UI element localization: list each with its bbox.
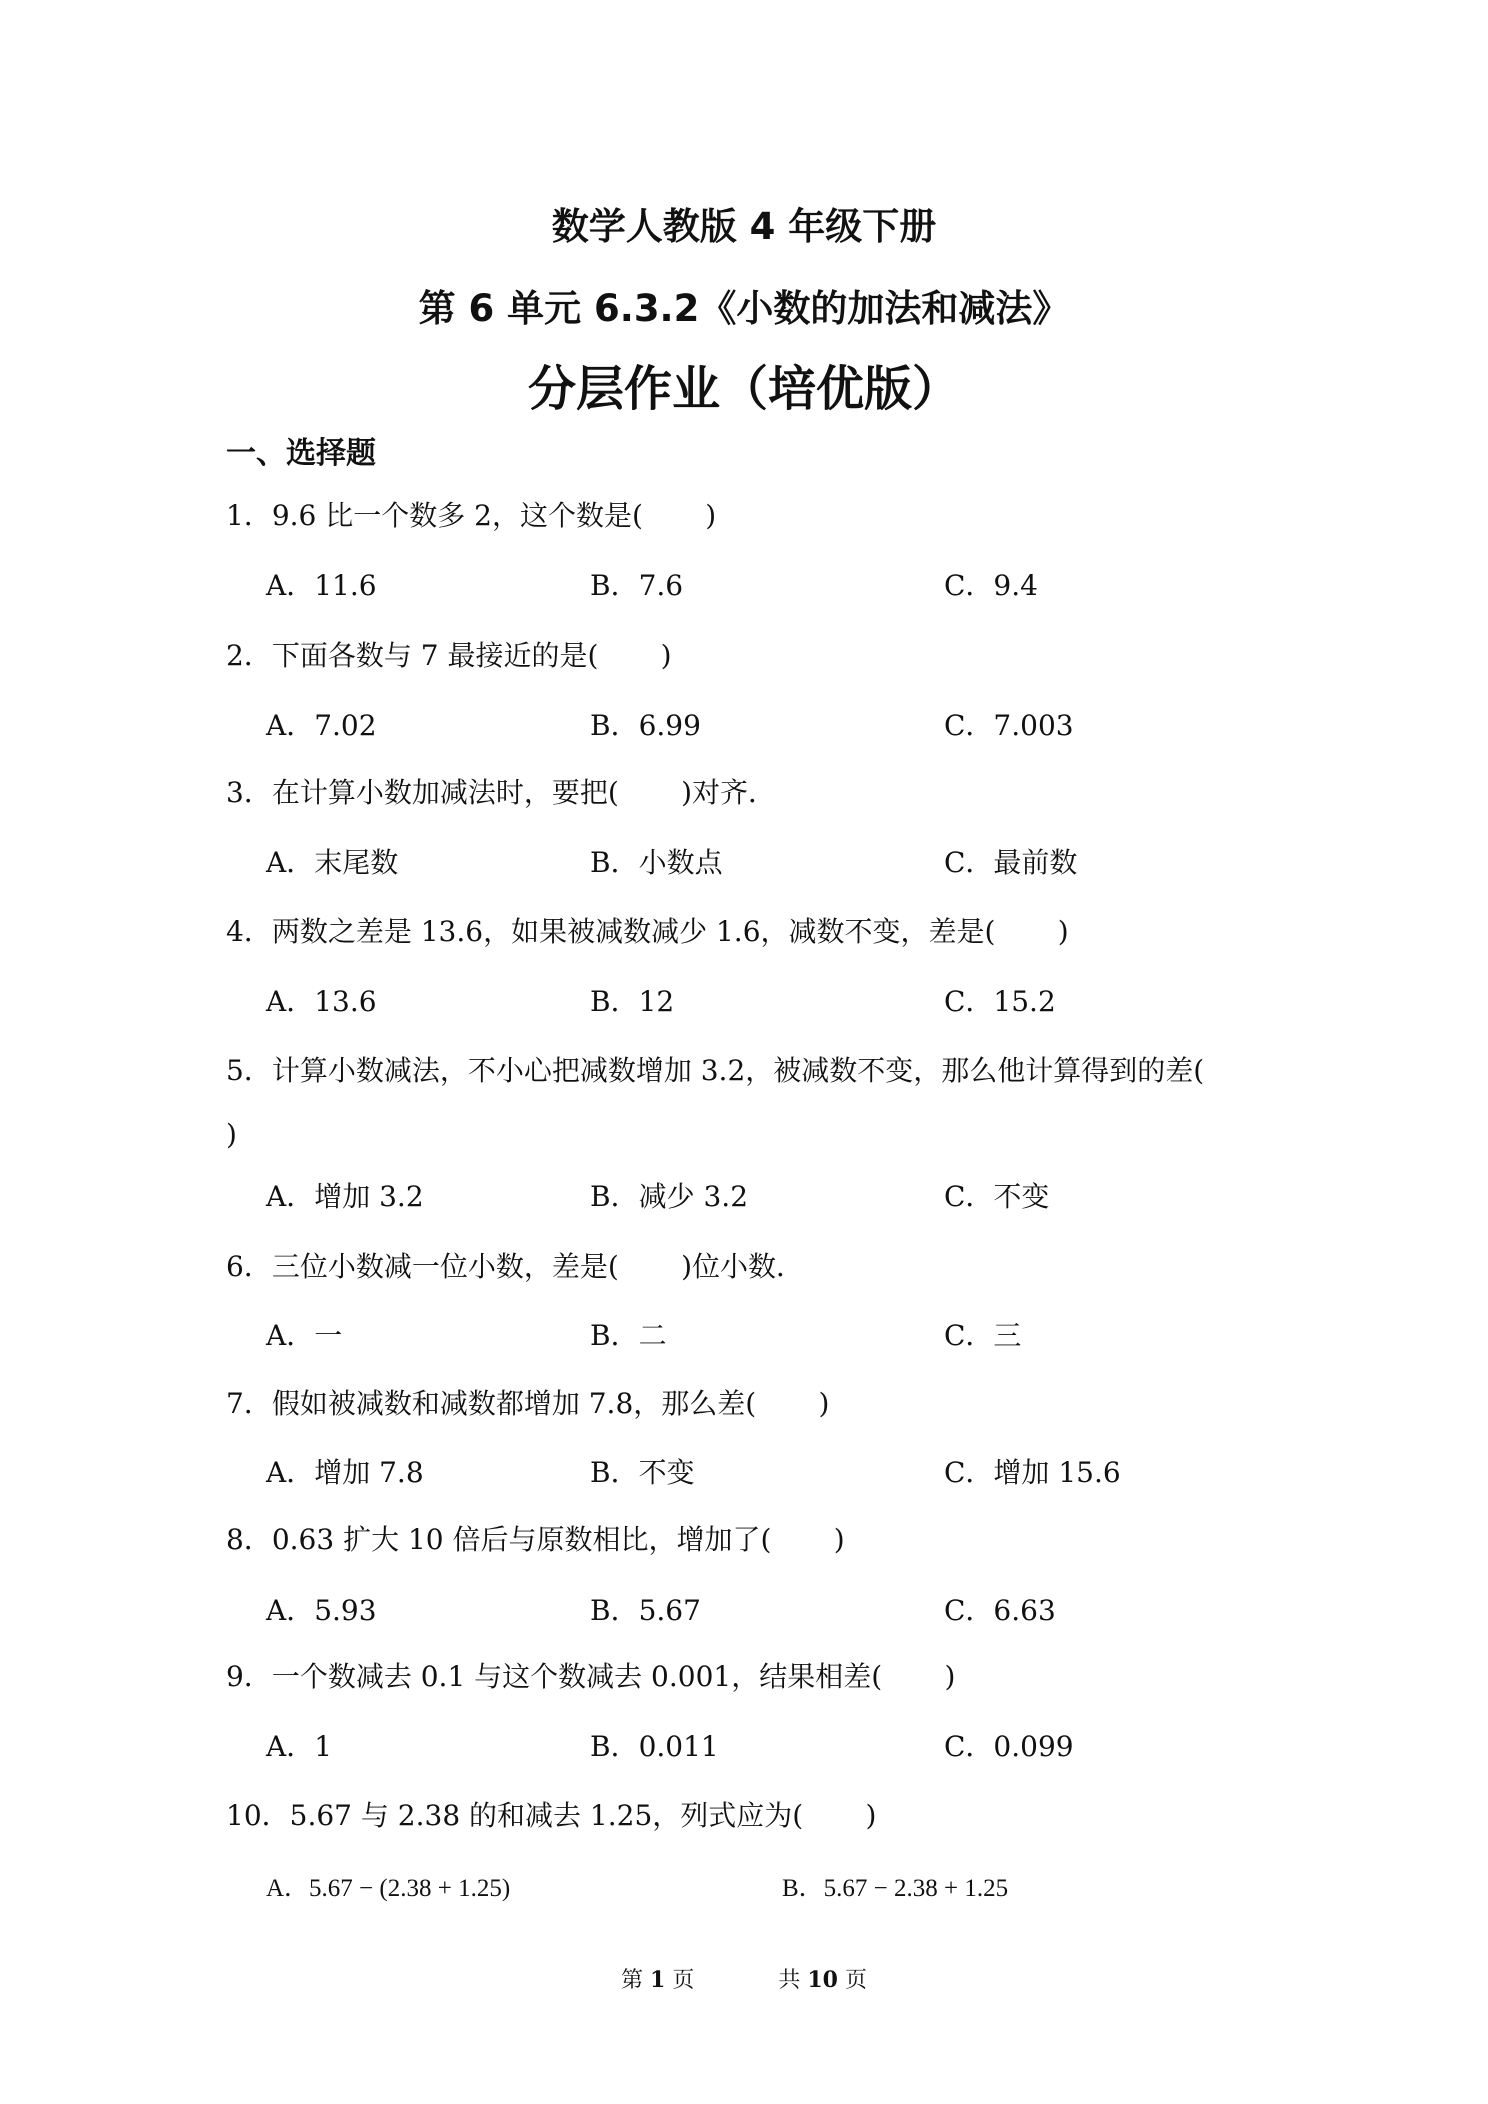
- option-3a: A．末尾数: [266, 846, 399, 879]
- option-2a: A．7.02: [266, 709, 377, 742]
- question-1: 1．9.6 比一个数多 2，这个数是( ): [226, 499, 717, 532]
- option-7a: A．增加 7.8: [266, 1456, 424, 1489]
- question-5-tail: ): [226, 1118, 237, 1151]
- option-8c: C．6.63: [944, 1594, 1056, 1627]
- doc-title: 数学人教版 4 年级下册: [551, 205, 937, 248]
- option-5c: C．不变: [944, 1180, 1050, 1213]
- option-5b: B．减少 3.2: [590, 1180, 749, 1213]
- question-9: 9．一个数减去 0.1 与这个数减去 0.001，结果相差( ): [226, 1660, 956, 1693]
- option-4c: C．15.2: [944, 985, 1056, 1018]
- section-heading: 一、选择题: [226, 436, 376, 471]
- page-number: 1: [650, 1967, 666, 1993]
- question-7: 7．假如被减数和减数都增加 7.8，那么差( ): [226, 1387, 830, 1420]
- option-2c: C．7.003: [944, 709, 1074, 742]
- option-10a: A．5.67 − (2.38 + 1.25): [266, 1875, 511, 1902]
- option-3c: C．最前数: [944, 846, 1078, 879]
- option-6c: C．三: [944, 1319, 1022, 1352]
- option-6a: A．一: [266, 1319, 343, 1352]
- question-2: 2．下面各数与 7 最接近的是( ): [226, 639, 672, 672]
- question-6: 6．三位小数减一位小数，差是( )位小数．: [226, 1250, 805, 1283]
- option-9c: C．0.099: [944, 1730, 1074, 1763]
- question-8: 8．0.63 扩大 10 倍后与原数相比，增加了( ): [226, 1523, 845, 1556]
- question-4: 4．两数之差是 13.6，如果被减数减少 1.6，减数不变，差是( ): [226, 915, 1069, 948]
- page-total: 10: [807, 1967, 838, 1993]
- option-8a: A．5.93: [266, 1594, 377, 1627]
- doc-subtitle: 第 6 单元 6.3.2《小数的加法和减法》: [418, 287, 1070, 330]
- page-footer: 第 1 页 共 10 页: [621, 1967, 867, 1993]
- option-1b: B．7.6: [590, 569, 684, 602]
- option-4b: B．12: [590, 985, 675, 1018]
- option-10b: B．5.67 − 2.38 + 1.25: [782, 1875, 1009, 1902]
- option-8b: B．5.67: [590, 1594, 701, 1627]
- option-2b: B．6.99: [590, 709, 701, 742]
- option-7b: B．不变: [590, 1456, 695, 1489]
- option-9b: B．0.011: [590, 1730, 719, 1763]
- option-9a: A．1: [266, 1730, 333, 1763]
- option-3b: B．小数点: [590, 846, 723, 879]
- doc-heading: 分层作业（培优版）: [527, 361, 960, 417]
- option-1c: C．9.4: [944, 569, 1038, 602]
- option-6b: B．二: [590, 1319, 667, 1352]
- option-7c: C．增加 15.6: [944, 1456, 1121, 1489]
- question-5: 5．计算小数减法，不小心把减数增加 3.2，被减数不变，那么他计算得到的差(: [226, 1054, 1205, 1087]
- question-10: 10．5.67 与 2.38 的和减去 1.25，列式应为( ): [226, 1799, 877, 1832]
- option-4a: A．13.6: [266, 985, 377, 1018]
- option-5a: A．增加 3.2: [266, 1180, 424, 1213]
- question-3: 3．在计算小数加减法时，要把( )对齐．: [226, 776, 777, 809]
- option-1a: A．11.6: [266, 569, 377, 602]
